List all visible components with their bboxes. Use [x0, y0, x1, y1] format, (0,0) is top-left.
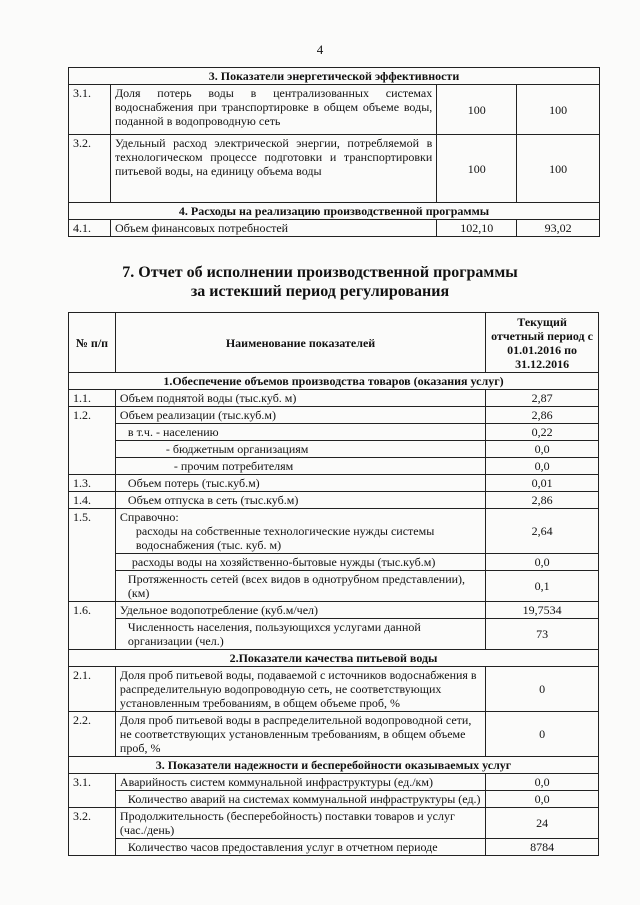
row-value: 100: [517, 135, 600, 203]
row-value: 19,7534: [486, 602, 599, 619]
row-name: Численность населения, пользующихся услугами данной организации (чел.): [115, 619, 485, 650]
table-row: [69, 791, 599, 808]
table-row: [69, 554, 599, 571]
row-value: 100: [517, 85, 600, 135]
row-value: 0,22: [486, 424, 599, 441]
table-row: [69, 571, 599, 602]
row-name: Удельное водопотребление (куб.м/чел): [115, 602, 485, 619]
row-number: 1.6.: [69, 602, 116, 619]
row-value: 0,0: [486, 458, 599, 475]
row-value: 2,86: [486, 492, 599, 509]
row-value: 2,86: [486, 407, 599, 424]
row-name: Объем финансовых потребностей: [110, 220, 436, 237]
row-number: 1.2.: [69, 407, 116, 424]
row-name: Удельный расход электрической энергии, потребляемой в технологическом процессе подготовки и транспортировки питьевой воды, на единицу объема воды: [110, 135, 436, 203]
row-number: 2.2.: [69, 712, 116, 757]
row-number: 1.5.: [69, 509, 116, 554]
row-value: 0,1: [486, 571, 599, 602]
section-heading: [0, 263, 640, 301]
row-number: 3.1.: [69, 774, 116, 791]
table-section-row: [69, 757, 599, 774]
heading-line-2: за истекший период регулирования: [190, 283, 450, 300]
row-value: 100: [437, 135, 517, 203]
table-row: [69, 667, 599, 712]
table-row: [69, 220, 600, 237]
table-row: [69, 509, 599, 554]
row-number: 4.1.: [69, 220, 111, 237]
table-row: [69, 458, 599, 475]
heading-line-1: 7. Отчет об исполнении производственной программы: [122, 264, 518, 281]
row-name: Аварийность систем коммунальной инфраструктуры (ед./км): [115, 774, 485, 791]
header-num: № п/п: [69, 313, 116, 373]
table-section-row: [69, 650, 599, 667]
row-name: Продолжительность (бесперебойность) поставки товаров и услуг (час./день): [115, 808, 485, 839]
row-number: 3.1.: [69, 85, 111, 135]
row-name-detail: расходы на собственные технологические нужды системы водоснабжения (тыс. куб. м): [135, 524, 435, 552]
row-name: Протяженность сетей (всех видов в однотрубном представлении), (км): [115, 571, 485, 602]
row-name: Объем потерь (тыс.куб.м): [115, 475, 485, 492]
row-name: Доля проб питьевой воды, подаваемой с источников водоснабжения в распределительную водопроводную сеть, не соответствующих установленным требованиям, в общем объеме проб, %: [115, 667, 485, 712]
row-value: 0,0: [486, 441, 599, 458]
program-report-table: [68, 312, 599, 856]
row-number: 1.3.: [69, 475, 116, 492]
row-value: 0,01: [486, 475, 599, 492]
section-title: 2.Показатели качества питьевой воды: [69, 650, 599, 667]
row-name: Объем поднятой воды (тыс.куб. м): [115, 390, 485, 407]
section-title: 3. Показатели энергетической эффективности: [69, 68, 600, 85]
row-name: Количество часов предоставления услуг в отчетном периоде: [115, 839, 485, 856]
row-name: Объем отпуска в сеть (тыс.куб.м): [115, 492, 485, 509]
table-row: [69, 407, 599, 424]
row-name: расходы воды на хозяйственно-бытовые нужды (тыс.куб.м): [115, 554, 485, 571]
row-number: 3.2.: [69, 808, 116, 839]
table-section-row: [69, 373, 599, 390]
row-name: - прочим потребителям: [115, 458, 485, 475]
table-row: [69, 839, 599, 856]
table-section-row: [69, 68, 600, 85]
table-header-row: [69, 313, 599, 373]
table-row: [69, 85, 600, 135]
header-name: Наименование показателей: [115, 313, 485, 373]
energy-efficiency-table: [68, 67, 600, 237]
row-value: 0: [486, 667, 599, 712]
row-value: 2,64: [486, 509, 599, 554]
row-value: 8784: [486, 839, 599, 856]
row-name: Объем реализации (тыс.куб.м): [115, 407, 485, 424]
row-name: в т.ч. - населению: [115, 424, 485, 441]
table-row: [69, 135, 600, 203]
row-value: 93,02: [517, 220, 600, 237]
row-value: 2,87: [486, 390, 599, 407]
row-value: 102,10: [437, 220, 517, 237]
row-value: 0: [486, 712, 599, 757]
table-row: [69, 492, 599, 509]
row-number: 2.1.: [69, 667, 116, 712]
section-title: 1.Обеспечение объемов производства товаров (оказания услуг): [69, 373, 599, 390]
table-row: [69, 424, 599, 441]
row-name: [115, 509, 485, 554]
section-title: 3. Показатели надежности и бесперебойности оказываемых услуг: [69, 757, 599, 774]
row-value: 0,0: [486, 774, 599, 791]
table-row: [69, 475, 599, 492]
table-row: [69, 808, 599, 839]
row-value: 24: [486, 808, 599, 839]
table-row: [69, 774, 599, 791]
row-value: 0,0: [486, 554, 599, 571]
row-name: - бюджетным организациям: [115, 441, 485, 458]
row-number: 1.1.: [69, 390, 116, 407]
row-value: 0,0: [486, 791, 599, 808]
table-row: [69, 712, 599, 757]
table-row: [69, 441, 599, 458]
page-number: 4: [316, 42, 324, 57]
table-row: [69, 619, 599, 650]
table-row: [69, 602, 599, 619]
row-number: 3.2.: [69, 135, 111, 203]
row-name: Доля проб питьевой воды в распределительной водопроводной сети, не соответствующих установленным требованиям, в общем объеме проб, %: [115, 712, 485, 757]
row-name: Доля потерь воды в централизованных системах водоснабжения при транспортировке в общем объеме воды, поданной в водопроводную сеть: [110, 85, 436, 135]
row-number: 1.4.: [69, 492, 116, 509]
row-name-heading: Справочно:: [119, 510, 179, 524]
row-value: 73: [486, 619, 599, 650]
row-name: Количество аварий на системах коммунальной инфраструктуры (ед.): [115, 791, 485, 808]
section-title: 4. Расходы на реализацию производственной программы: [69, 203, 600, 220]
table-section-row: [69, 203, 600, 220]
table-row: [69, 390, 599, 407]
row-value: 100: [437, 85, 517, 135]
header-period: Текущий отчетный период с 01.01.2016 по 31.12.2016: [486, 313, 599, 373]
